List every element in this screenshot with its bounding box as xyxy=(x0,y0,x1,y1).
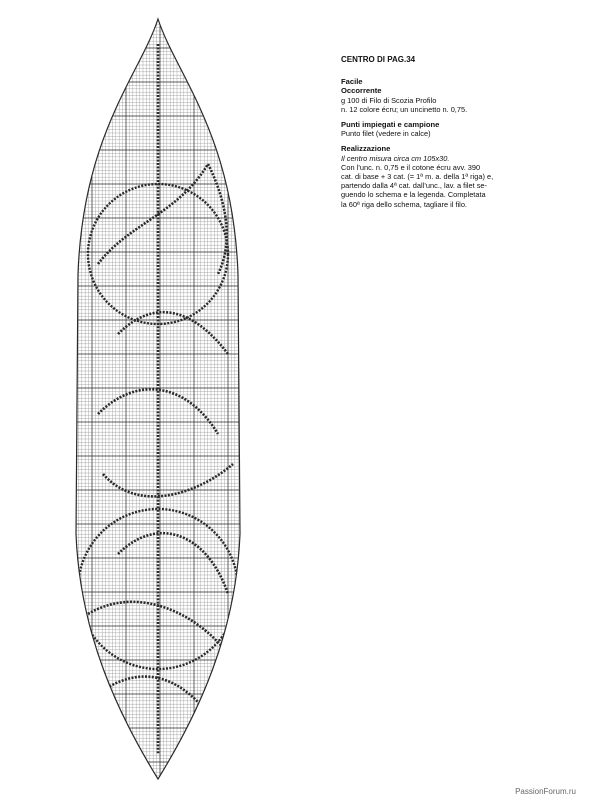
pattern-instructions xyxy=(341,55,541,215)
stitches-heading: Punti impiegati e campione xyxy=(341,120,440,130)
materials-line: n. 12 colore écru; un uncinetto n. 0,75. xyxy=(341,104,468,114)
execution-line: cat. di base + 3 cat. (= 1ª m. a. della 1ª riga) e, xyxy=(341,172,494,182)
execution-line: guendo lo schema e la legenda. Completata xyxy=(341,190,486,200)
watermark: PassionForum.ru xyxy=(515,787,576,796)
stitches-text: Punto filet (vedere in calce) xyxy=(341,129,431,139)
filet-chart-svg xyxy=(58,14,258,784)
execution-line: Con l’unc. n. 0,75 e il cotone écru avv. 390 xyxy=(341,162,481,172)
execution-section xyxy=(341,144,541,208)
materials-heading: Occorrente xyxy=(341,86,382,96)
chart-motif xyxy=(78,44,238,754)
materials-line: g 100 di Filo di Scozia Profilo xyxy=(341,95,437,105)
execution-line: la 60ª riga dello schema, tagliare il filo. xyxy=(341,199,467,209)
stitches-section xyxy=(341,120,541,138)
materials-section xyxy=(341,77,541,114)
difficulty-label: Facile xyxy=(341,77,363,87)
page-title: CENTRO DI PAG.34 xyxy=(341,55,416,64)
execution-size: Il centro misura circa cm 105x30. xyxy=(341,153,450,163)
filet-crochet-chart xyxy=(58,14,258,784)
execution-heading: Realizzazione xyxy=(341,144,391,154)
execution-line: partendo dalla 4ª cat. dall’unc., lav. a filet se- xyxy=(341,181,487,191)
